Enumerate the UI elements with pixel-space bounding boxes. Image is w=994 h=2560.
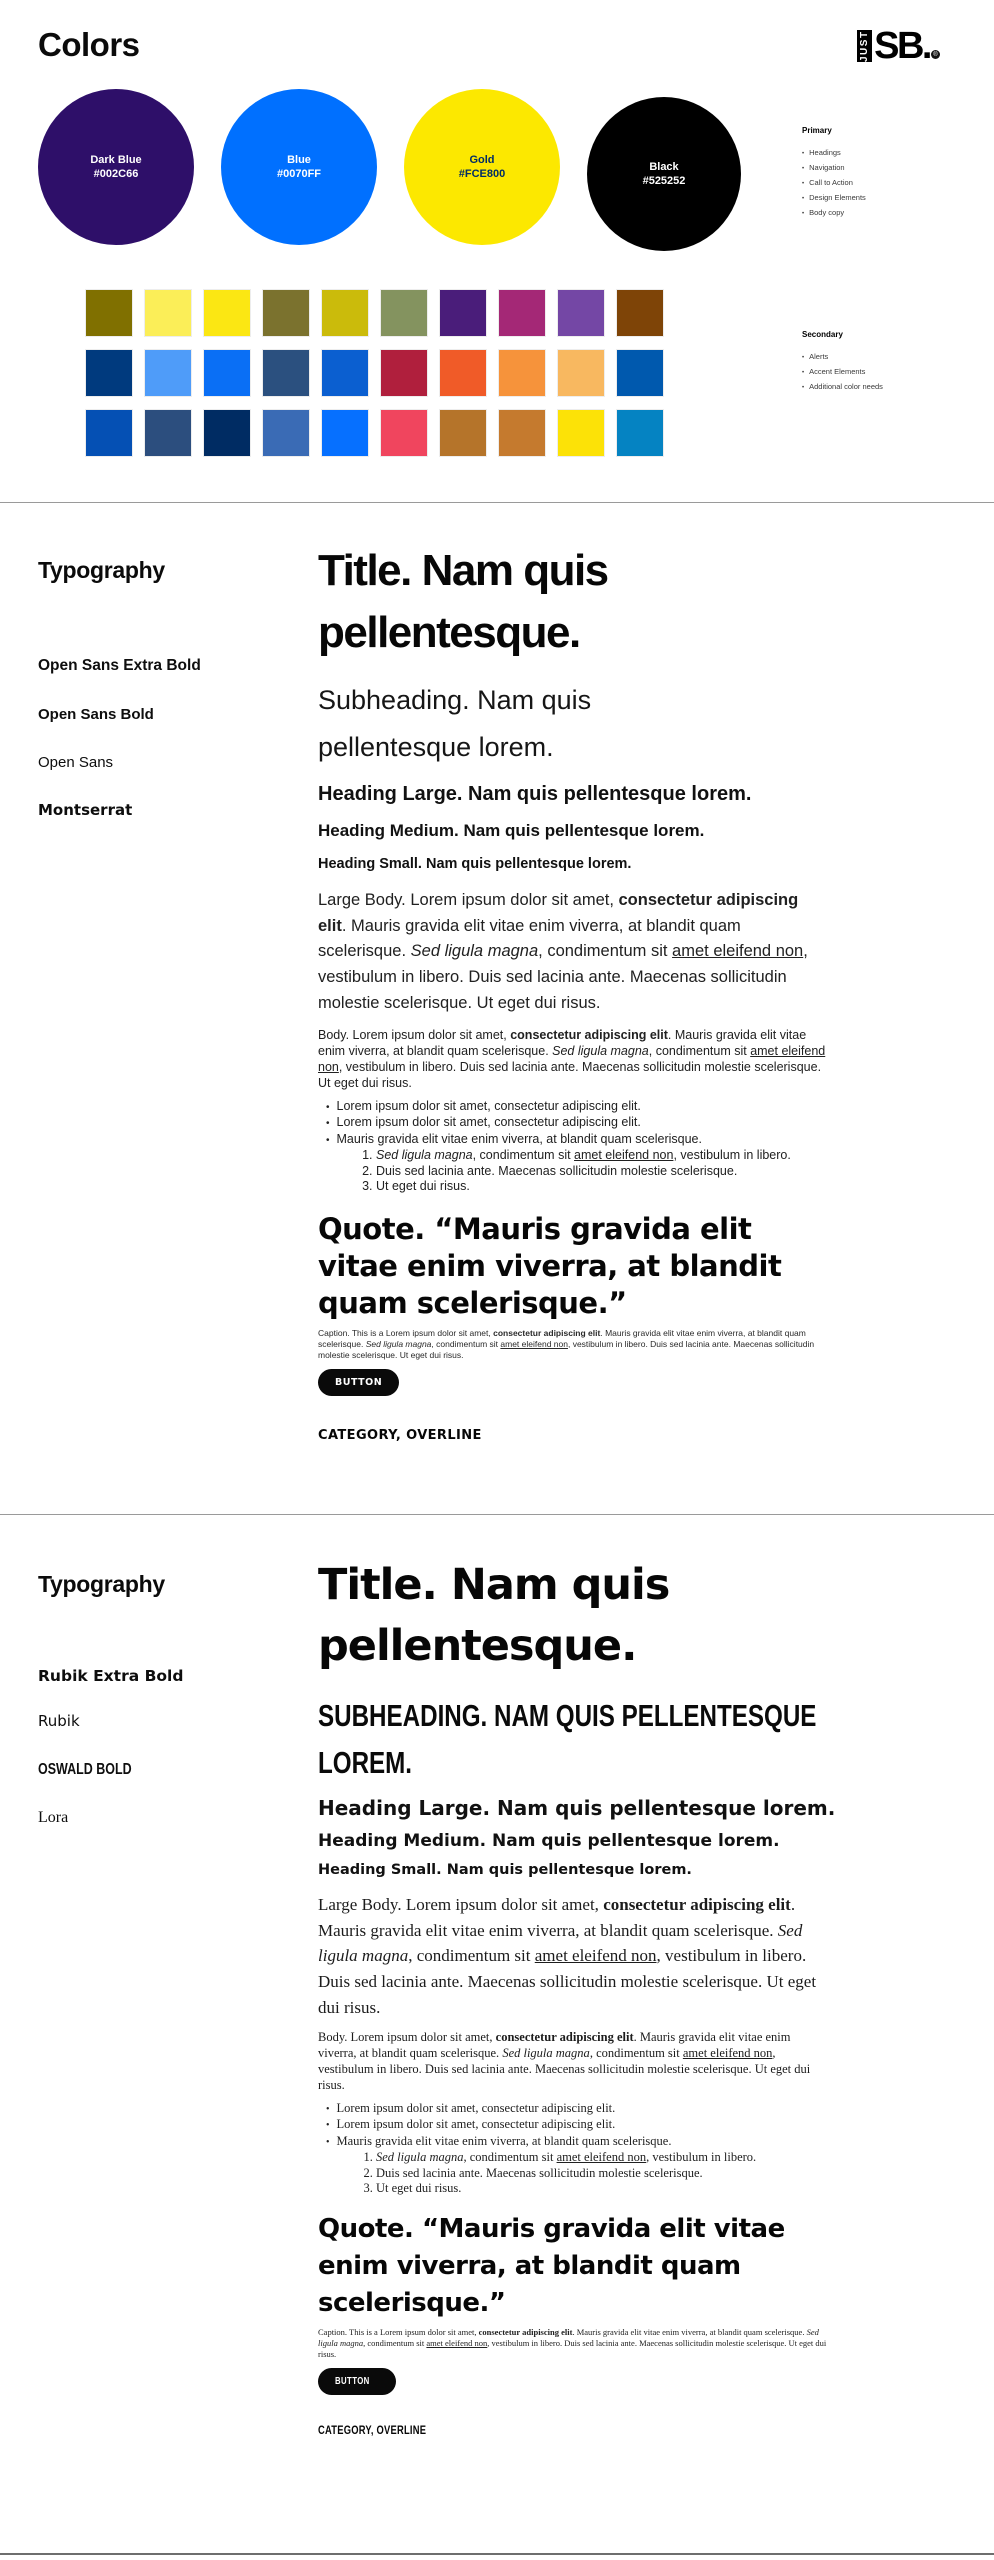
usage-item: • Headings — [802, 146, 972, 161]
color-swatch — [499, 350, 545, 396]
color-swatch — [204, 410, 250, 456]
color-swatch — [263, 290, 309, 336]
specimen-heading-small: Heading Small. Nam quis pellentesque lorem. — [318, 1862, 692, 1879]
section-title: Typography — [38, 1571, 165, 1597]
list-item: 2. Duis sed lacinia ante. Maecenas sollicitudin molestie scelerisque. — [376, 1164, 838, 1180]
section-title: Typography — [38, 557, 165, 583]
secondary-usage-list — [802, 330, 972, 395]
color-hex: #FCE800 — [458, 168, 506, 180]
font-sample-oswald-bold: OSWALD BOLD — [38, 1761, 132, 1778]
list-item: • Lorem ipsum dolor sit amet, consectetur adipiscing elit. — [326, 1115, 838, 1132]
primary-color-circles — [38, 89, 741, 251]
color-name: Black — [649, 161, 679, 173]
specimen-heading-large: Heading Large. Nam quis pellentesque lorem. — [318, 783, 752, 806]
specimen-caption: Caption. This is a Lorem ipsum dolor sit amet, consectetur adipiscing elit. Mauris gravida elit vitae enim viverra, at blandit quam scelerisque. Sed ligula magna, condimentum sit amet eleifend non, vestibulum in libero. Duis sed lacinia ante. Maecenas sollicitudin molestie scelerisque. Ut eget dui risus. — [318, 2326, 827, 2359]
color-swatch — [145, 350, 191, 396]
specimen-title: Title. Nam quis pellentesque. — [318, 1560, 670, 1672]
specimen-heading-medium: Heading Medium. Nam quis pellentesque lorem. — [318, 1831, 780, 1852]
button-label: BUTTON — [335, 2375, 370, 2387]
brand-logo — [857, 25, 940, 67]
specimen-heading-medium: Heading Medium. Nam quis pellentesque lorem. — [318, 821, 705, 841]
specimen-numbered-list — [362, 1148, 838, 1195]
color-swatch — [381, 290, 427, 336]
usage-item: • Design Elements — [802, 191, 972, 206]
color-circle-dark-blue — [38, 89, 194, 245]
color-swatch — [322, 290, 368, 336]
usage-item: • Accent Elements — [802, 365, 972, 380]
color-swatch — [558, 410, 604, 456]
specimen-column — [318, 1516, 838, 2437]
specimen-heading-large: Heading Large. Nam quis pellentesque lorem. — [318, 1796, 836, 1821]
specimen-button[interactable] — [318, 1369, 399, 1396]
color-swatch — [322, 410, 368, 456]
specimen-caption: Caption. This is a Lorem ipsum dolor sit amet, consectetur adipiscing elit. Mauris gravida elit vitae enim viverra, at blandit quam scelerisque. Sed ligula magna, condimentum sit amet eleifend non, vestibulum in libero. Duis sed lacinia ante. Maecenas sollicitudin molestie scelerisque. Ut eget dui risus. — [318, 1327, 815, 1360]
usage-item: • Navigation — [802, 161, 972, 176]
list-item: 2. Duis sed lacinia ante. Maecenas sollicitudin molestie scelerisque. — [376, 2166, 838, 2182]
color-swatch — [617, 410, 663, 456]
color-swatch — [86, 290, 132, 336]
color-swatch — [499, 410, 545, 456]
color-swatch — [381, 350, 427, 396]
color-swatch — [204, 350, 250, 396]
color-swatch — [617, 290, 663, 336]
primary-usage-title: Primary — [802, 126, 832, 135]
list-item: • Mauris gravida elit vitae enim viverra, at blandit quam scelerisque. 1. Sed ligula magna, condimentum sit amet eleifend non, vestibulum in libero. 2. Duis sed lacinia ante. Maecenas sollicitudin molestie scelerisque. 3. Ut eget dui risus. — [326, 1132, 838, 1195]
font-sample-open-sans-bold: Open Sans Bold — [38, 706, 154, 723]
specimen-bullet-list — [318, 1099, 838, 1195]
font-sample-open-sans: Open Sans — [38, 754, 114, 771]
color-circle-gold — [404, 89, 560, 245]
color-swatch — [440, 410, 486, 456]
list-item: 1. Sed ligula magna, condimentum sit amet eleifend non, vestibulum in libero. — [376, 1148, 838, 1164]
color-swatch — [86, 350, 132, 396]
specimen-subheading: Subheading. Nam quis pellentesque lorem. — [318, 685, 592, 762]
specimen-overline: CATEGORY, OVERLINE — [318, 1427, 482, 1443]
font-sample-open-sans-extra-bold: Open Sans Extra Bold — [38, 657, 201, 674]
list-item: 3. Ut eget dui risus. — [376, 1179, 838, 1195]
list-item: • Lorem ipsum dolor sit amet, consectetur adipiscing elit. — [326, 2101, 838, 2118]
list-item: • Lorem ipsum dolor sit amet, consectetur adipiscing elit. — [326, 2117, 838, 2134]
secondary-usage-title: Secondary — [802, 330, 843, 339]
specimen-heading-small: Heading Small. Nam quis pellentesque lorem. — [318, 856, 632, 872]
color-name: Dark Blue — [90, 154, 142, 166]
usage-item: • Call to Action — [802, 176, 972, 191]
button-label: BUTTON — [335, 1376, 383, 1388]
secondary-swatch-grid — [86, 290, 663, 456]
logo-just-vertical-text: JUST — [859, 30, 871, 62]
specimen-large-body: Large Body. Lorem ipsum dolor sit amet, consectetur adipiscing elit. Mauris gravida elit vitae enim viverra, at blandit quam scelerisque. Sed ligula magna, condimentum sit amet eleifend non, vestibulum in libero. Duis sed lacinia ante. Maecenas sollicitudin molestie scelerisque. Ut eget dui risus. — [318, 890, 808, 1013]
usage-item: • Additional color needs — [802, 380, 972, 395]
font-sample-lora: Lora — [38, 1809, 69, 1826]
font-sample-rubik-extra-bold: Rubik Extra Bold — [38, 1667, 184, 1685]
color-swatch — [558, 290, 604, 336]
specimen-subheading: SUBHEADING. NAM QUIS PELLENTESQUE LOREM. — [318, 1698, 817, 1780]
color-swatch — [263, 350, 309, 396]
list-item: 3. Ut eget dui risus. — [376, 2181, 838, 2197]
color-swatch — [145, 290, 191, 336]
specimen-body: Body. Lorem ipsum dolor sit amet, consectetur adipiscing elit. Mauris gravida elit vitae enim viverra, at blandit quam scelerisque. Sed ligula magna, condimentum sit amet eleifend non, vestibulum in libero. Duis sed lacinia ante. Maecenas sollicitudin molestie scelerisque. Ut eget dui risus. — [318, 1027, 826, 1090]
specimen-bullet-list — [318, 2101, 838, 2197]
usage-item: • Alerts — [802, 350, 972, 365]
color-hex: #0070FF — [276, 168, 322, 180]
typography-sans-section — [0, 504, 994, 1515]
color-swatch — [440, 290, 486, 336]
color-swatch — [322, 350, 368, 396]
specimen-quote: Quote. “Mauris gravida elit vitae enim viverra, at blandit quam scelerisque.” — [318, 2213, 785, 2318]
color-swatch — [145, 410, 191, 456]
list-item: 1. Sed ligula magna, condimentum sit amet eleifend non, vestibulum in libero. — [376, 2150, 838, 2166]
color-swatch — [86, 410, 132, 456]
colors-section — [0, 0, 994, 503]
specimen-quote: Quote. “Mauris gravida elit vitae enim viverra, at blandit quam scelerisque.” — [318, 1211, 782, 1320]
color-hex: #002C66 — [93, 168, 139, 180]
specimen-title: Title. Nam quis pellentesque. — [318, 546, 608, 657]
usage-item: • Body copy — [802, 206, 972, 221]
typography-display-section — [0, 1516, 994, 2555]
specimen-button[interactable] — [318, 2368, 396, 2395]
color-swatch — [263, 410, 309, 456]
logo-sb-text: SB. — [874, 25, 930, 67]
specimen-large-body: Large Body. Lorem ipsum dolor sit amet, consectetur adipiscing elit. Mauris gravida elit vitae enim viverra, at blandit quam scelerisque. Sed ligula magna, condimentum sit amet eleifend non, vestibulum in libero. Duis sed lacinia ante. Maecenas sollicitudin molestie scelerisque. Ut eget dui risus. — [318, 1894, 817, 2018]
font-sample-rubik: Rubik — [38, 1712, 80, 1730]
color-swatch — [204, 290, 250, 336]
color-hex: #525252 — [642, 175, 686, 187]
registered-mark-icon: ® — [931, 50, 940, 59]
color-swatch — [440, 350, 486, 396]
color-swatch — [617, 350, 663, 396]
page-title: Colors — [38, 26, 140, 63]
specimen-column — [318, 504, 838, 1443]
list-item: • Lorem ipsum dolor sit amet, consectetur adipiscing elit. — [326, 1099, 838, 1116]
list-item: • Mauris gravida elit vitae enim viverra, at blandit quam scelerisque. 1. Sed ligula magna, condimentum sit amet eleifend non, vestibulum in libero. 2. Duis sed lacinia ante. Maecenas sollicitudin molestie scelerisque. 3. Ut eget dui risus. — [326, 2134, 838, 2197]
color-name: Gold — [469, 154, 495, 166]
color-swatch — [381, 410, 427, 456]
color-swatch — [558, 350, 604, 396]
color-circle-black — [587, 97, 741, 251]
specimen-body: Body. Lorem ipsum dolor sit amet, consectetur adipiscing elit. Mauris gravida elit vitae enim viverra, at blandit quam scelerisque. Sed ligula magna, condimentum sit amet eleifend non, vestibulum in libero. Duis sed lacinia ante. Maecenas sollicitudin molestie scelerisque. Ut eget dui risus. — [318, 2029, 811, 2092]
specimen-numbered-list — [362, 2150, 838, 2197]
color-swatch — [499, 290, 545, 336]
color-circle-blue — [221, 89, 377, 245]
color-name: Blue — [287, 154, 311, 166]
specimen-overline: CATEGORY, OVERLINE — [318, 2422, 427, 2437]
primary-usage-list — [802, 126, 972, 221]
font-sample-montserrat: Montserrat — [38, 801, 133, 819]
